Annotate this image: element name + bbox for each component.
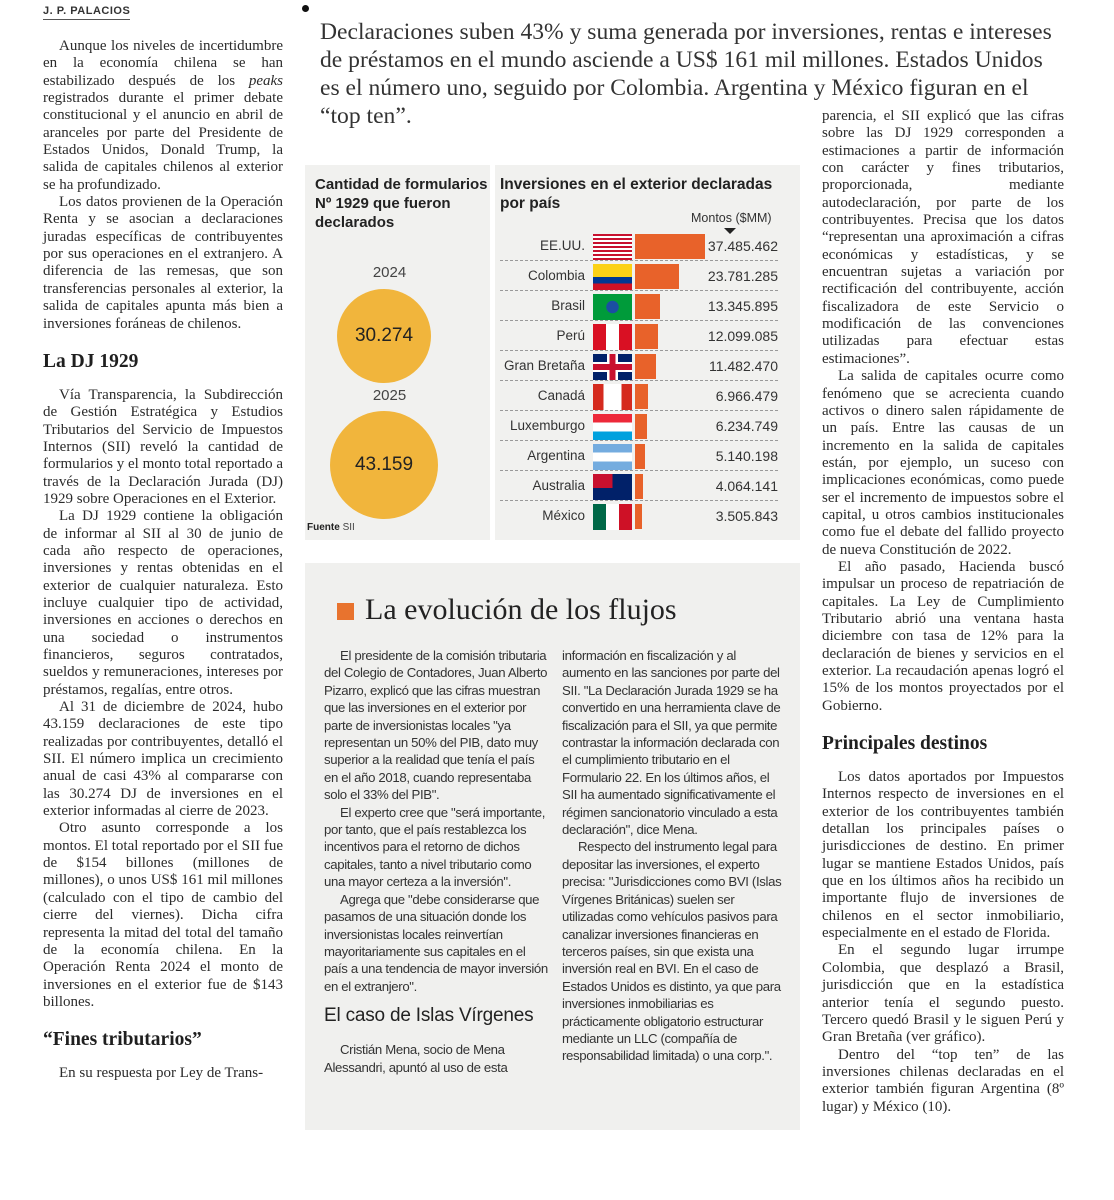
bar: [635, 354, 656, 379]
chart-row: [500, 261, 778, 291]
paragraph: En su respuesta por Ley de Trans-: [59, 1065, 264, 1082]
paragraph: información en fiscalización y al aumento en las sanciones por parte del SII. "La Declaración Jurada 1929 se ha convertido en una herramienta clave de fiscalización para el SII, ya que permite contrastar la información declarada con el cumplimiento tributario en el Formulario 22. En los últimos años, el SII ha aumentado significativamente el régimen sancionatorio vinculado a esta declaración", dice Mena.: [562, 648, 781, 838]
country-label: Australia: [532, 478, 585, 493]
box-title: La evolución de los flujos: [365, 593, 677, 626]
orange-square-icon: [337, 603, 354, 620]
paragraph: La salida de capitales ocurre como fenómeno que se acrecienta cuando activos o dinero salen rápidamente de un país. Entre las causas de un incremento en la salida de capitales están, por ejemplo, un suceso con implicaciones económicas, como puede ser el incremento de impuestos sobre el capital, u otros cambios institucionales como fue el debate del fallido proyecto de nueva Constitución de 2022.: [822, 368, 1064, 558]
flag-mx-icon: [593, 504, 632, 530]
country-label: Luxemburgo: [509, 418, 585, 433]
country-label: Perú: [556, 328, 585, 343]
flag-lu-icon: [593, 414, 632, 440]
infographic: [305, 165, 800, 540]
country-label: Gran Bretaña: [503, 358, 585, 373]
value-label: 6.966.479: [715, 388, 778, 404]
left-column: [43, 38, 283, 1083]
flag-us-icon: [593, 234, 632, 260]
forms-title: Cantidad de formularios Nº 1929 que fueron declarados: [315, 176, 488, 231]
source-label: Fuente: [307, 522, 340, 533]
chart-row: [500, 501, 778, 531]
country-label: Colombia: [527, 268, 585, 283]
subheading: “Fines tributarios”: [43, 1029, 202, 1051]
subheading: La DJ 1929: [43, 350, 139, 372]
paragraph: El presidente de la comisión tributaria del Colegio de Contadores, Juan Alberto Pizarro, explicó que las cifras muestran que las inversiones en el exterior por parte de inversionistas locales "ya representan un 50% del PIB, dato muy superior a la realidad que tenía el país en el año 2018, cuando representaba solo el 33% del PIB".: [324, 648, 548, 803]
text: registrados durante el primer debate constitucional y el anuncio en abril de aranceles por parte del Presidente de Estados Unidos, Donald Trump, la salida de capitales chilenos al exterior se ha profundizado.: [43, 90, 283, 193]
value-label: 11.482.470: [708, 358, 778, 374]
bar: [635, 444, 645, 469]
paragraph: Respecto del instrumento legal para depositar las inversiones, el experto precisa: "Jurisdicciones como BVI (Islas Vírgenes Británicas) suelen ser utilizadas como vehículos pasivos para canalizar inversiones financieras en terceros países, sin que exista una inversión real en BVI. En el caso de Estados Unidos es distinto, ya que para inversiones inmobiliarias es prácticamente obligatorio estructurar mediante un LLC (compañía de responsabilidad limitada) o una corp.".: [562, 839, 782, 1064]
chart-row: [500, 231, 778, 261]
paragraph: Los datos provienen de la Operación Renta y se asocian a declaraciones juradas específicas de contribuyentes por sus operaciones en el extranjero. A diferencia de las remesas, que son transferencias personales al exterior, la salida de capitales apunta más bien a inversiones foráneas de chilenos.: [43, 194, 283, 332]
year-label: 2024: [372, 264, 407, 281]
bar: [635, 474, 643, 499]
chart-row: [500, 441, 778, 471]
right-column: [822, 108, 1064, 1116]
source-value: SII: [342, 522, 355, 533]
chart-row: [500, 291, 778, 321]
chart-row: [500, 351, 778, 381]
bar: [635, 504, 642, 529]
chart-row: [500, 471, 778, 501]
value-label: 5.140.198: [715, 448, 778, 464]
subheading: Principales destinos: [822, 733, 988, 755]
value-label: 13.345.895: [707, 298, 778, 314]
paragraph: Cristián Mena, socio de Mena Alessandri, apuntó al uso de esta: [324, 1042, 508, 1075]
count-circle-2025: 43.159: [330, 411, 438, 519]
paragraph: parencia, el SII explicó que las cifras sobre las DJ 1929 corresponden a estimaciones a partir de información con carácter y fines tributarios, proporcionada, mediante autodeclaración, por parte de los contribuyentes. Precisa que los datos “representan una aproximación a cifras económicas y estadísticas, y se encuentran sujetas a variación por rectificación del contribuyente, acción fiscalizadora de este Servicio o modificación de las convenciones utilizadas para efectuar estas estimaciones”.: [822, 108, 1064, 367]
flag-pe-icon: [593, 324, 632, 350]
paragraph: El experto cree que "será importante, por tanto, que el país restablezca los incentivos para el retorno de dichos capitales, tanto a nivel tributario como una mayor certeza a la inversión".: [324, 804, 546, 890]
country-label: Argentina: [527, 448, 585, 463]
bar: [635, 264, 679, 289]
value-label: 37.485.462: [707, 238, 778, 254]
bar: [635, 384, 648, 409]
paragraph: Al 31 de diciembre de 2024, hubo 43.159 declaraciones de este tipo realizadas por contribuyentes, detalló el SII. El número implica un crecimiento anual de casi 43% al compararse con las 30.274 DJ de inversiones en el exterior informadas al cierre de 2023.: [43, 699, 283, 820]
country-label: Brasil: [551, 298, 585, 313]
headline: Declaraciones suben 43% y suma generada por inversiones, rentas e intereses de préstamos en el mundo asciende a US$ 161 mil millones. Estados Unidos es el número uno, seguido por Colombia. Argentina y México figuran en el “top ten”.: [320, 19, 1052, 129]
bullet-marker: [302, 5, 309, 12]
paragraph: La DJ 1929 contiene la obligación de informar al SII al 30 de junio de cada año respecto de operaciones, inversiones y rentas obtenidas en el exterior de cualquier naturaleza. Esto incluye cualquier tipo de actividad, inversiones en acciones o derechos en una sociedad o instrumentos financieros, seguros contratados, sueldos y remuneraciones, intereses por préstamos, regalías, entre otros.: [43, 508, 283, 698]
country-label: Canadá: [537, 388, 585, 403]
chart-row: [500, 411, 778, 441]
flag-au-icon: [593, 474, 632, 500]
byline: J. P. PALACIOS: [43, 5, 130, 20]
value-label: 23.781.285: [707, 268, 778, 284]
bar: [635, 294, 660, 319]
sidebar-box: [305, 563, 800, 1130]
flag-ca-icon: [593, 384, 632, 410]
paragraph: En el segundo lugar irrumpe Colombia, que desplazó a Brasil, jurisdicción que en la estadística anterior tenía el segundo puesto. Tercero quedó Brasil y le siguen Perú y Gran Bretaña (ver gráfico).: [822, 942, 1064, 1046]
flag-ar-icon: [593, 444, 632, 470]
box-column-1: [324, 647, 548, 1076]
bar: [635, 414, 647, 439]
paragraph: [43, 38, 283, 194]
units-label: Montos ($MM): [691, 211, 772, 225]
year-label: 2025: [372, 387, 407, 404]
bar: [635, 234, 705, 259]
flag-gb-icon: [593, 354, 632, 380]
paragraph: Dentro del “top ten” de las inversiones chilenas declaradas en el exterior también figuran Argentina (8º lugar) y México (10).: [822, 1046, 1064, 1115]
value-label: 6.234.749: [715, 418, 778, 434]
flag-co-icon: [593, 264, 632, 290]
paragraph: Agrega que "debe considerarse que pasamos de una situación donde los inversionistas locales reinvertían mayoritariamente sus capitales en el país a una tendencia de mayor inversión en el extranjero".: [324, 891, 548, 994]
paragraph: Otro asunto corresponde a los montos. El total reportado por el SII fue de $154 billones (millones de millones), o unos US$ 161 mil millones (calculado con el tipo de cambio del cierre del viernes). Dicha cifra representa la mitad del total del tamaño de la economía chilena. En la Operación Renta 2024 el monto de inversiones en el exterior fue de $143 billones.: [43, 820, 283, 1010]
source-note: [307, 522, 355, 533]
paragraph: Vía Transparencia, la Subdirección de Gestión Estratégica y Estudios Tributarios del Servicio de Impuestos Internos (SII) reveló la cantidad de formularios y el monto total reportado a través de la Declaración Jurada (DJ) 1929 sobre Operaciones en el Exterior.: [43, 386, 283, 507]
text: Aunque los niveles de incertidumbre en la economía chilena se han estabilizado después de los: [43, 38, 283, 89]
paragraph: El año pasado, Hacienda buscó impulsar un proceso de repatriación de capitales. La Ley de Cumplimiento Tributario abrió una ventana hasta diciembre con tasa de 12% para la declaración de bienes y servicios en el exterior. La recaudación apenas logró el 15% de los montos proyectados por el Gobierno.: [822, 558, 1064, 714]
country-label: México: [542, 508, 585, 523]
count-circle-2024: 30.274: [337, 289, 431, 383]
chart-title: Inversiones en el exterior declaradas por país: [500, 176, 773, 212]
box-column-2: [562, 647, 786, 1065]
value-label: 4.064.141: [715, 478, 778, 494]
paragraph: Los datos aportados por Impuestos Internos respecto de inversiones en el exterior de los contribuyentes también detallan los principales países o jurisdicciones de destino. En primer lugar se mantiene Estados Unidos, país que en los últimos años ha recibido un importante flujo de inversiones de chilenos en el sector inmobiliario, especialmente en el estado de Florida.: [822, 769, 1064, 942]
country-label: EE.UU.: [539, 238, 585, 253]
italic-word: peaks: [248, 72, 283, 89]
chart-row: [500, 381, 778, 411]
value-label: 3.505.843: [715, 508, 778, 524]
box-subheading: El caso de Islas Vírgenes: [324, 1005, 534, 1027]
value-label: 12.099.085: [707, 328, 778, 344]
bar: [635, 324, 658, 349]
flag-br-icon: [593, 294, 632, 320]
chart-row: [500, 321, 778, 351]
